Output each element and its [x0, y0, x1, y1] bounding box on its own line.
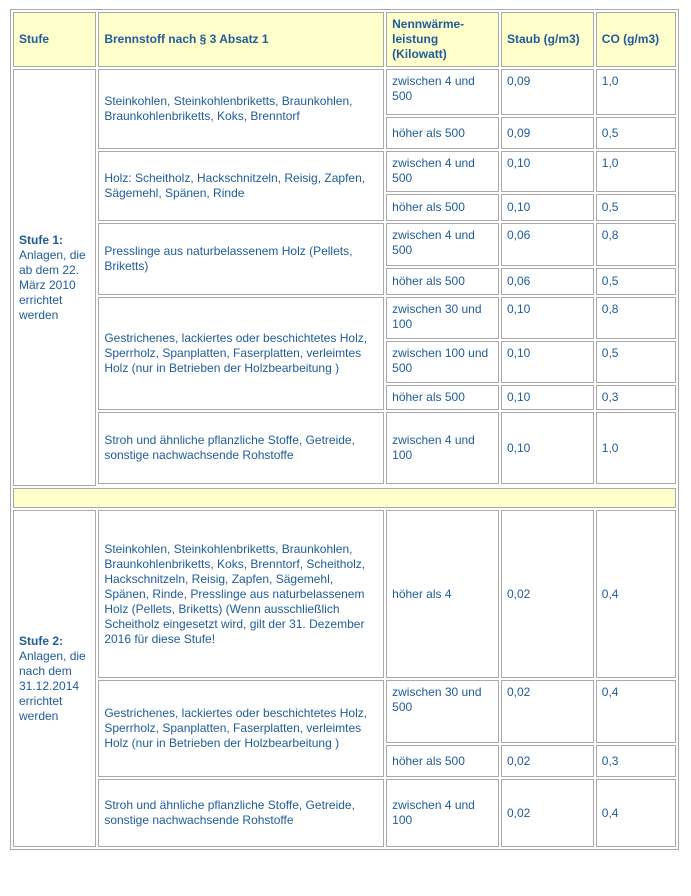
stufe2-fuel-1: Steinkohlen, Steinkohlenbriketts, Braunkohlen, Braunkohlenbriketts, Koks, Brenntorf, Scheitholz, Hackschnitzeln, Reisig, Zapfen, Sägemehl, Spänen, Rinde, Presslinge aus naturbelassenem Holz (Pellets, Briketts) (Wenn ausschließlich Scheitholz eingesetzt wird, gilt der 31. Dezember 2016 für diese Stufe!: [98, 510, 384, 678]
co-cell: 0,8: [596, 297, 676, 339]
staub-cell: 0,10: [501, 385, 594, 410]
co-cell: 0,8: [596, 223, 676, 266]
separator-cell: [13, 488, 676, 508]
power-cell: höher als 4: [386, 510, 499, 678]
co-cell: 0,5: [596, 117, 676, 149]
table-row: [13, 510, 676, 678]
stufe2-fuel-2: Gestrichenes, lackiertes oder beschichtetes Holz, Sperrholz, Spanplatten, Faserplatten, verleimtes Holz (nur in Betrieben der Holzbearbeitung ): [98, 680, 384, 777]
co-cell: 0,5: [596, 268, 676, 295]
power-cell: zwischen 4 und 500: [386, 223, 499, 266]
power-cell: zwischen 4 und 100: [386, 412, 499, 484]
co-cell: 0,5: [596, 341, 676, 383]
power-cell: zwischen 4 und 500: [386, 151, 499, 192]
table-row: [13, 412, 676, 484]
stufe1-fuel-2: Holz: Scheitholz, Hackschnitzeln, Reisig, Zapfen, Sägemehl, Spänen, Rinde: [98, 151, 384, 221]
staub-cell: 0,02: [501, 745, 594, 777]
staub-cell: 0,06: [501, 223, 594, 266]
staub-cell: 0,09: [501, 69, 594, 115]
co-cell: 1,0: [596, 151, 676, 192]
header-co: CO (g/m3): [596, 12, 676, 67]
table-row: [13, 69, 676, 115]
table-row: [13, 223, 676, 266]
stufe2-cell: [13, 510, 96, 847]
header-nennwaerme: Nennwärme- leistung (Kilowatt): [386, 12, 499, 67]
co-cell: 1,0: [596, 69, 676, 115]
power-cell: höher als 500: [386, 268, 499, 295]
stufe2-title: Stufe 2:: [19, 633, 64, 648]
co-cell: 0,3: [596, 385, 676, 410]
power-cell: zwischen 100 und 500: [386, 341, 499, 383]
stufe1-fuel-4: Gestrichenes, lackiertes oder beschichtetes Holz, Sperrholz, Spanplatten, Faserplatten, verleimtes Holz (nur in Betrieben der Holzbearbeitung ): [98, 297, 384, 410]
emission-limits-table-wrapper: [10, 9, 679, 850]
staub-cell: 0,10: [501, 297, 594, 339]
table-row: [13, 297, 676, 339]
stufe1-cell: [13, 69, 96, 486]
power-cell: zwischen 4 und 500: [386, 69, 499, 115]
power-cell: zwischen 30 und 100: [386, 297, 499, 339]
header-staub: Staub (g/m3): [501, 12, 594, 67]
staub-cell: 0,10: [501, 151, 594, 192]
header-stufe: Stufe: [13, 12, 96, 67]
staub-cell: 0,10: [501, 341, 594, 383]
power-cell: höher als 500: [386, 385, 499, 410]
staub-cell: 0,02: [501, 510, 594, 678]
co-cell: 0,4: [596, 680, 676, 743]
co-cell: 1,0: [596, 412, 676, 484]
stufe1-fuel-5: Stroh und ähnliche pflanzliche Stoffe, Getreide, sonstige nachwachsende Rohstoffe: [98, 412, 384, 484]
stufe1-fuel-3: Presslinge aus naturbelassenem Holz (Pellets, Briketts): [98, 223, 384, 295]
power-cell: höher als 500: [386, 745, 499, 777]
co-cell: 0,4: [596, 779, 676, 847]
stufe1-fuel-1: Steinkohlen, Steinkohlenbriketts, Braunkohlen, Braunkohlenbriketts, Koks, Brenntorf: [98, 69, 384, 149]
stufe1-desc: Anlagen, die ab dem 22. März 2010 errichtet werden: [19, 247, 86, 322]
co-cell: 0,4: [596, 510, 676, 678]
co-cell: 0,5: [596, 194, 676, 221]
table-row: [13, 779, 676, 847]
header-row: [13, 12, 676, 67]
power-cell: höher als 500: [386, 117, 499, 149]
co-cell: 0,3: [596, 745, 676, 777]
staub-cell: 0,10: [501, 412, 594, 484]
power-cell: höher als 500: [386, 194, 499, 221]
separator-row: [13, 488, 676, 508]
table-row: [13, 680, 676, 743]
staub-cell: 0,10: [501, 194, 594, 221]
table-row: [13, 151, 676, 192]
staub-cell: 0,02: [501, 779, 594, 847]
staub-cell: 0,02: [501, 680, 594, 743]
stufe1-title: Stufe 1:: [19, 232, 64, 247]
header-brennstoff: Brennstoff nach § 3 Absatz 1: [98, 12, 384, 67]
power-cell: zwischen 30 und 500: [386, 680, 499, 743]
emission-limits-table: [10, 9, 679, 850]
staub-cell: 0,09: [501, 117, 594, 149]
stufe2-fuel-3: Stroh und ähnliche pflanzliche Stoffe, Getreide, sonstige nachwachsende Rohstoffe: [98, 779, 384, 847]
stufe2-desc: Anlagen, die nach dem 31.12.2014 errichtet werden: [19, 648, 86, 723]
power-cell: zwischen 4 und 100: [386, 779, 499, 847]
staub-cell: 0,06: [501, 268, 594, 295]
